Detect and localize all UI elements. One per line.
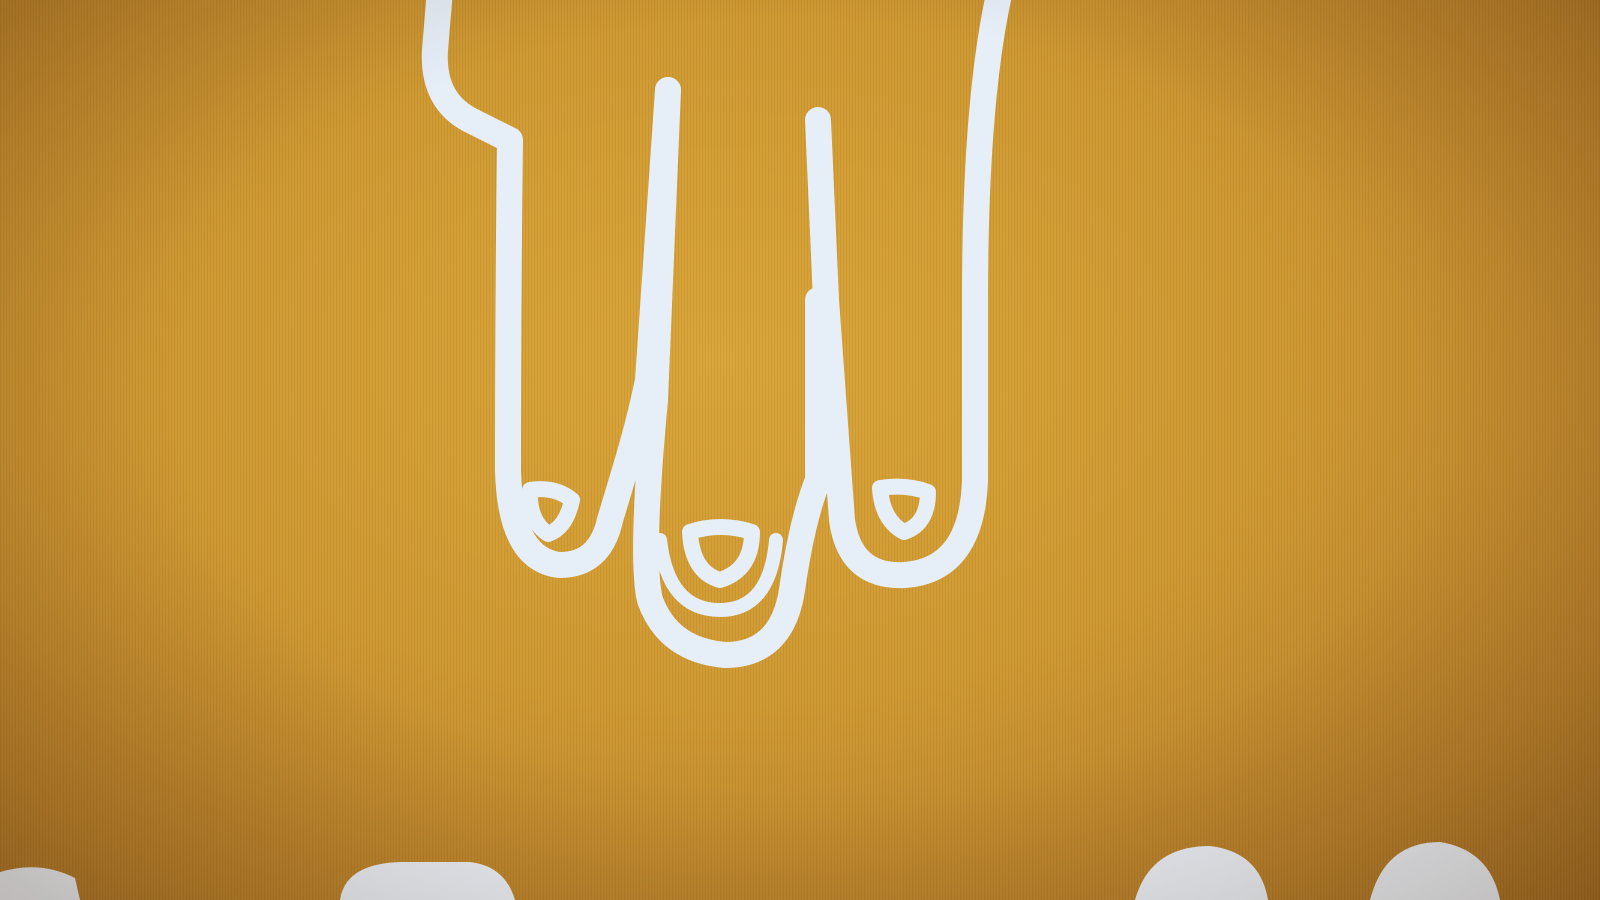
bottom-shape-1 — [0, 867, 80, 900]
bottom-shape-2 — [340, 862, 515, 900]
bottom-shape-3 — [1135, 846, 1268, 900]
bottom-shape-4 — [1370, 842, 1500, 900]
fingernail-right — [880, 487, 928, 532]
fingernail-middle — [690, 527, 752, 580]
fingernail-left — [530, 489, 572, 534]
